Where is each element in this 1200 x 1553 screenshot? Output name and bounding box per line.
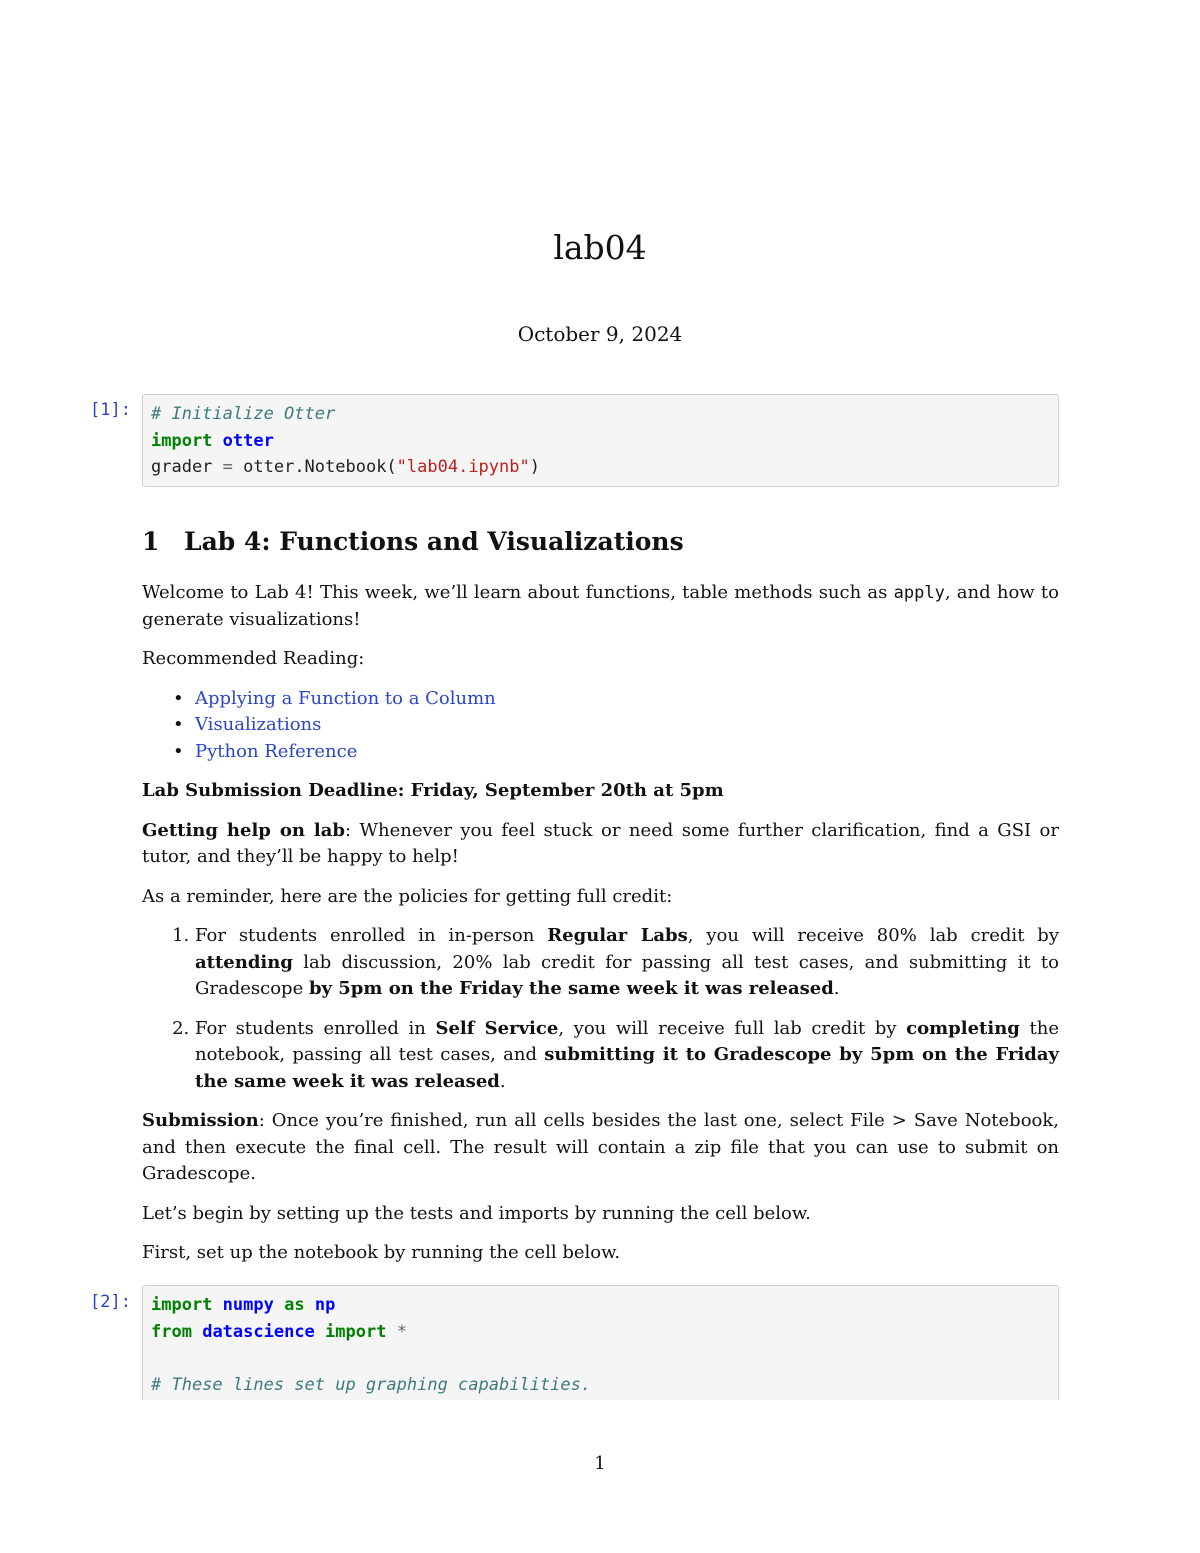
code-module-name: otter <box>222 430 274 451</box>
code-text: ) <box>529 457 540 477</box>
list-item <box>195 712 1059 739</box>
submission-text: : Once you’re finished, run all cells besides the last one, select File > Save Notebook, and then execute the final cell. The result will contain a zip file that you can use to submit on Gradescope. <box>142 1110 1059 1184</box>
code-text: grader <box>151 457 223 477</box>
policy-item-2 <box>195 1016 1059 1096</box>
code-comment: # Initialize Otter <box>151 404 336 424</box>
page-number: 1 <box>594 1453 606 1474</box>
policy-text: For students enrolled in <box>195 1017 436 1039</box>
reading-list <box>142 686 1059 766</box>
cell-1-prompt: [1]: <box>90 400 131 420</box>
policy-text: , you will receive 80% lab credit by <box>687 925 1059 946</box>
code-module-name: numpy <box>222 1295 274 1315</box>
policy-text: the notebook, passing all test cases, and <box>195 1017 1059 1065</box>
policy-text: For students enrolled in in-person <box>195 925 548 946</box>
code-module-name: np <box>314 1295 336 1315</box>
code-module-name: datascience <box>202 1321 315 1342</box>
code-text: otter.Notebook( <box>232 457 397 477</box>
intro-text: , and how to generate visualizations! <box>142 582 1060 630</box>
policy-item-1 <box>195 923 1059 1003</box>
policy-text: . <box>499 1070 506 1092</box>
link-visualizations[interactable]: Visualizations <box>195 714 322 735</box>
policy-bold: submitting it to Gradescope by 5pm on the Friday the same week it was released <box>195 1044 1059 1092</box>
reminder-text: As a reminder, here are the policies for getting full credit: <box>142 885 673 907</box>
code-comment: # These lines set up graphing capabilities. <box>151 1374 592 1395</box>
list-item <box>195 686 1059 713</box>
section-heading <box>142 527 684 556</box>
list-item <box>195 739 1059 766</box>
cell-2-prompt: [2]: <box>90 1292 131 1312</box>
deadline-text: Lab Submission Deadline: Friday, September 20th at 5pm <box>142 780 724 801</box>
code-string: "lab04.ipynb" <box>396 457 530 477</box>
section-title: Lab 4: Functions and Visualizations <box>184 527 684 556</box>
code-keyword: import <box>151 430 213 451</box>
policy-text: lab discussion, 20% lab credit for passing all test cases, and submitting it to Gradescope <box>195 951 1059 999</box>
setup-paragraph: First, set up the notebook by running the cell below. <box>142 1242 621 1263</box>
markdown-body <box>142 580 1059 1280</box>
help-paragraph <box>142 818 1059 871</box>
policy-bold: completing <box>906 1017 1020 1039</box>
document-date: October 9, 2024 <box>517 322 683 346</box>
code-cell-2[interactable] <box>142 1285 1059 1400</box>
code-keyword: import <box>151 1295 213 1315</box>
code-keyword: as <box>284 1295 305 1315</box>
help-label: Getting help on lab <box>142 819 346 841</box>
policy-bold: attending <box>195 951 293 973</box>
code-operator: = <box>222 457 233 477</box>
policy-bold: Regular Labs <box>547 925 688 946</box>
policy-bold: Self Service <box>435 1017 559 1039</box>
intro-text: Welcome to Lab 4! This week, we’ll learn about functions, table methods such as <box>142 582 894 603</box>
code-operator: * <box>396 1321 407 1342</box>
policy-text: . <box>833 978 840 999</box>
tests-paragraph: Let’s begin by setting up the tests and imports by running the cell below. <box>142 1202 811 1224</box>
code-keyword: import <box>325 1321 387 1342</box>
policy-text: , you will receive full lab credit by <box>558 1017 907 1039</box>
code-keyword: from <box>151 1321 192 1342</box>
policy-list <box>142 923 1059 1095</box>
submission-label: Submission <box>142 1110 259 1131</box>
link-python-reference[interactable]: Python Reference <box>195 740 358 762</box>
link-applying-function[interactable]: Applying a Function to a Column <box>195 687 496 709</box>
intro-paragraph <box>142 580 1059 633</box>
section-number: 1 <box>142 527 160 556</box>
submission-paragraph <box>142 1108 1059 1188</box>
policy-bold: by 5pm on the Friday the same week it was released <box>308 978 834 999</box>
reading-label: Recommended Reading: <box>142 648 365 669</box>
document-title: lab04 <box>553 228 647 267</box>
inline-code-apply: apply <box>893 583 945 603</box>
help-text: : Whenever you feel stuck or need some further clarification, find a GSI or tutor, and they’ll be happy to help! <box>142 819 1059 867</box>
code-cell-1[interactable] <box>142 394 1059 487</box>
